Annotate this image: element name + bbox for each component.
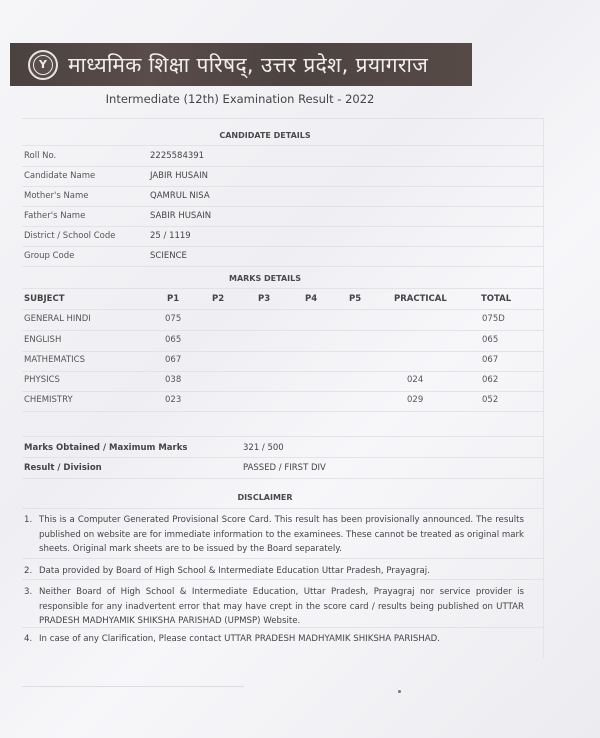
candidate-field-label: Mother's Name	[24, 191, 89, 201]
column-header: P5	[349, 294, 362, 304]
speck	[398, 690, 401, 693]
subject-name: PHYSICS	[24, 375, 60, 385]
disclaimer-title: DISCLAIMER	[237, 493, 293, 502]
disclaimer-number: 2.	[24, 566, 33, 576]
column-header: P4	[305, 294, 318, 304]
candidate-field-label: Roll No.	[24, 151, 57, 161]
mark-cell: 067	[482, 355, 499, 365]
row-divider	[22, 411, 544, 412]
subject-name: ENGLISH	[24, 335, 62, 345]
disclaimer-text: Data provided by Board of High School & Intermediate Education Uttar Pradesh, Prayagraj.	[39, 566, 430, 576]
divider	[22, 508, 544, 509]
column-header: PRACTICAL	[394, 294, 447, 304]
disclaimer-item	[24, 564, 524, 579]
candidate-field-value: QAMRUL NISA	[150, 191, 210, 201]
divider	[22, 686, 244, 687]
row-divider	[22, 186, 544, 187]
disclaimer-text: This is a Computer Generated Provisional Score Card. This result has been provisionally announced. The results published on website are for immediate information to the examinees. These cannot be treated as original mark sheets. Original mark sheets are to be issued by the Board separately.	[39, 515, 524, 554]
candidate-field-label: Group Code	[24, 251, 75, 261]
column-header: P1	[167, 294, 180, 304]
candidate-field-value: SABIR HUSAIN	[150, 211, 212, 221]
column-header: TOTAL	[481, 294, 512, 304]
row-divider	[22, 579, 544, 580]
divider	[22, 436, 544, 437]
subject-name: MATHEMATICS	[24, 355, 85, 365]
candidate-field-label: Candidate Name	[24, 171, 96, 181]
mark-cell: 023	[165, 395, 182, 405]
disclaimer-number: 3.	[24, 587, 33, 597]
board-title: माध्यमिक शिक्षा परिषद्, उत्तर प्रदेश, प्रयागराज	[68, 52, 429, 77]
disclaimer-text: In case of any Clarification, Please contact UTTAR PRADESH MADHYAMIK SHIKSHA PARISHAD.	[39, 634, 441, 644]
mark-cell: 067	[165, 355, 182, 365]
row-divider	[22, 558, 544, 559]
result-division-value: PASSED / FIRST DIV	[243, 463, 326, 473]
subject-name: GENERAL HINDI	[24, 314, 91, 324]
candidate-field-value: 25 / 1119	[150, 231, 191, 241]
column-header: SUBJECT	[24, 294, 65, 304]
row-divider	[22, 309, 544, 310]
row-divider	[22, 627, 544, 628]
mark-cell: 065	[482, 335, 499, 345]
marks-obtained-label: Marks Obtained / Maximum Marks	[24, 443, 188, 453]
row-divider	[22, 391, 544, 392]
divider	[22, 145, 544, 146]
mark-cell: 024	[407, 375, 424, 385]
row-divider	[22, 226, 544, 227]
mark-cell: 062	[482, 375, 499, 385]
divider	[22, 288, 544, 289]
disclaimer-number: 4.	[24, 634, 33, 644]
column-header: P2	[212, 294, 225, 304]
header-banner	[10, 43, 472, 86]
subject-name: CHEMISTRY	[24, 395, 73, 405]
mark-cell: 052	[482, 395, 499, 405]
disclaimer-item	[24, 632, 524, 647]
upmsp-emblem-icon: Y	[28, 50, 58, 80]
row-divider	[22, 266, 544, 267]
candidate-field-value: 2225584391	[150, 151, 205, 161]
candidate-field-label: Father's Name	[24, 211, 86, 221]
row-divider	[22, 166, 544, 167]
candidate-field-value: JABIR HUSAIN	[150, 171, 208, 181]
exam-title: Intermediate (12th) Examination Result - 2022	[105, 92, 375, 106]
mark-cell: 065	[165, 335, 182, 345]
candidate-section-title: CANDIDATE DETAILS	[219, 131, 311, 140]
divider	[22, 118, 544, 119]
row-divider	[22, 206, 544, 207]
row-divider	[22, 330, 544, 331]
mark-cell: 075	[165, 314, 182, 324]
disclaimer-number: 1.	[24, 515, 33, 525]
disclaimer-item	[24, 513, 524, 557]
row-divider	[22, 246, 544, 247]
row-divider	[22, 351, 544, 352]
marks-section-title: MARKS DETAILS	[228, 274, 302, 283]
column-header: P3	[258, 294, 271, 304]
candidate-field-value: SCIENCE	[150, 251, 187, 261]
row-divider	[22, 371, 544, 372]
disclaimer-item	[24, 585, 524, 629]
mark-cell: 075D	[482, 314, 505, 324]
candidate-field-label: District / School Code	[24, 231, 116, 241]
marks-obtained-value: 321 / 500	[243, 443, 284, 453]
mark-cell: 038	[165, 375, 182, 385]
result-division-label: Result / Division	[24, 463, 102, 473]
table-right-border	[543, 118, 544, 658]
disclaimer-text: Neither Board of High School & Intermediate Education, Uttar Pradesh, Prayagraj nor service provider is responsible for any inadvertent error that may have crept in the score card / results being published on UTTAR PRADESH MADHYAMIK SHIKSHA PARISHAD (UPMSP) Website.	[39, 587, 524, 626]
mark-cell: 029	[407, 395, 424, 405]
divider	[22, 457, 544, 458]
divider	[22, 478, 544, 479]
